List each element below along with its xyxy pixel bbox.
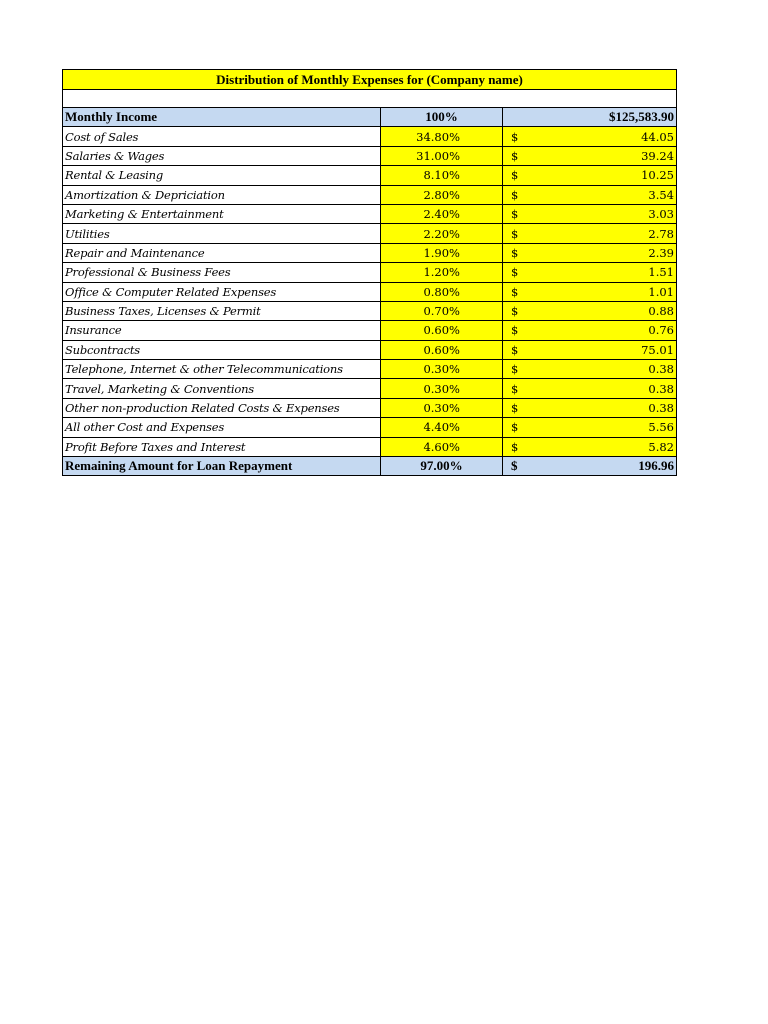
expense-amount: 2.78 bbox=[648, 226, 674, 241]
expense-currency: $ bbox=[511, 207, 519, 222]
expense-amount: 0.38 bbox=[648, 362, 674, 377]
expense-label: Cost of Sales bbox=[63, 127, 381, 146]
expense-amount-cell bbox=[503, 243, 677, 262]
total-amount-cell bbox=[503, 457, 677, 476]
total-label: Remaining Amount for Loan Repayment bbox=[63, 457, 381, 476]
expense-row bbox=[63, 127, 677, 146]
expense-label: Rental & Leasing bbox=[63, 166, 381, 185]
expense-amount-cell bbox=[503, 282, 677, 301]
expense-amount: 0.38 bbox=[648, 401, 674, 416]
expense-amount-cell bbox=[503, 185, 677, 204]
total-row bbox=[63, 457, 677, 476]
expense-amount-cell bbox=[503, 379, 677, 398]
expense-currency: $ bbox=[511, 226, 519, 241]
expense-amount: 3.03 bbox=[648, 207, 674, 222]
expense-label: Repair and Maintenance bbox=[63, 243, 381, 262]
expense-amount: 1.51 bbox=[648, 265, 674, 280]
expense-amount: 0.88 bbox=[648, 304, 674, 319]
expense-amount: 0.76 bbox=[648, 323, 674, 338]
expense-amount-cell bbox=[503, 360, 677, 379]
expense-currency: $ bbox=[511, 381, 519, 396]
expense-amount-cell bbox=[503, 146, 677, 165]
total-amount: 196.96 bbox=[638, 458, 674, 474]
income-percent: 100% bbox=[381, 108, 503, 127]
expense-label: Business Taxes, Licenses & Permit bbox=[63, 301, 381, 320]
expense-amount-cell bbox=[503, 398, 677, 417]
expense-currency: $ bbox=[511, 420, 519, 435]
expense-row bbox=[63, 301, 677, 320]
expense-amount-cell bbox=[503, 340, 677, 359]
income-label: Monthly Income bbox=[63, 108, 381, 127]
expense-percent: 0.60% bbox=[381, 340, 503, 359]
total-percent: 97.00% bbox=[381, 457, 503, 476]
expense-percent: 4.40% bbox=[381, 418, 503, 437]
expense-amount-cell bbox=[503, 437, 677, 456]
expense-percent: 34.80% bbox=[381, 127, 503, 146]
expense-currency: $ bbox=[511, 148, 519, 163]
blank-row bbox=[63, 90, 677, 108]
expense-row bbox=[63, 263, 677, 282]
expense-amount: 5.82 bbox=[648, 439, 674, 454]
expense-amount: 2.39 bbox=[648, 245, 674, 260]
expense-percent: 0.30% bbox=[381, 360, 503, 379]
expense-row bbox=[63, 243, 677, 262]
expense-amount-cell bbox=[503, 224, 677, 243]
expense-currency: $ bbox=[511, 439, 519, 454]
expense-percent: 31.00% bbox=[381, 146, 503, 165]
expense-percent: 1.20% bbox=[381, 263, 503, 282]
expense-row bbox=[63, 340, 677, 359]
expense-amount: 5.56 bbox=[648, 420, 674, 435]
expense-currency: $ bbox=[511, 362, 519, 377]
expense-row bbox=[63, 379, 677, 398]
expense-label: Subcontracts bbox=[63, 340, 381, 359]
expense-amount-cell bbox=[503, 301, 677, 320]
expense-label: Insurance bbox=[63, 321, 381, 340]
expense-row bbox=[63, 282, 677, 301]
expense-amount: 44.05 bbox=[641, 129, 674, 144]
expense-table bbox=[62, 69, 677, 476]
expense-percent: 0.60% bbox=[381, 321, 503, 340]
expense-amount: 39.24 bbox=[641, 148, 674, 163]
expense-percent: 0.30% bbox=[381, 398, 503, 417]
expense-label: Amortization & Depriciation bbox=[63, 185, 381, 204]
expense-percent: 2.40% bbox=[381, 204, 503, 223]
expense-amount-cell bbox=[503, 418, 677, 437]
expense-row bbox=[63, 185, 677, 204]
expense-amount-cell bbox=[503, 127, 677, 146]
expense-amount: 75.01 bbox=[641, 342, 674, 357]
expense-currency: $ bbox=[511, 401, 519, 416]
expense-percent: 0.70% bbox=[381, 301, 503, 320]
title-row bbox=[63, 70, 677, 90]
expense-label: Telephone, Internet & other Telecommunications bbox=[63, 360, 381, 379]
expense-amount: 10.25 bbox=[641, 168, 674, 183]
expense-label: Profit Before Taxes and Interest bbox=[63, 437, 381, 456]
expense-percent: 0.30% bbox=[381, 379, 503, 398]
expense-label: Travel, Marketing & Conventions bbox=[63, 379, 381, 398]
expense-currency: $ bbox=[511, 168, 519, 183]
expense-currency: $ bbox=[511, 265, 519, 280]
expense-label: Marketing & Entertainment bbox=[63, 204, 381, 223]
expense-label: Professional & Business Fees bbox=[63, 263, 381, 282]
expense-currency: $ bbox=[511, 187, 519, 202]
blank-cell bbox=[63, 90, 677, 108]
expense-currency: $ bbox=[511, 245, 519, 260]
expense-row bbox=[63, 146, 677, 165]
expense-amount: 0.38 bbox=[648, 381, 674, 396]
expense-percent: 8.10% bbox=[381, 166, 503, 185]
expense-amount-cell bbox=[503, 263, 677, 282]
expense-currency: $ bbox=[511, 323, 519, 338]
income-amount: $125,583.90 bbox=[503, 108, 677, 127]
expense-row bbox=[63, 166, 677, 185]
expense-currency: $ bbox=[511, 304, 519, 319]
expense-row bbox=[63, 418, 677, 437]
expense-label: Salaries & Wages bbox=[63, 146, 381, 165]
expense-label: Office & Computer Related Expenses bbox=[63, 282, 381, 301]
expense-row bbox=[63, 398, 677, 417]
expense-percent: 2.80% bbox=[381, 185, 503, 204]
sheet-title: Distribution of Monthly Expenses for (Company name) bbox=[63, 70, 677, 90]
expense-currency: $ bbox=[511, 342, 519, 357]
expense-sheet bbox=[62, 69, 676, 476]
expense-percent: 1.90% bbox=[381, 243, 503, 262]
expense-row bbox=[63, 437, 677, 456]
income-row bbox=[63, 108, 677, 127]
expense-label: Other non-production Related Costs & Expenses bbox=[63, 398, 381, 417]
expense-amount: 3.54 bbox=[648, 187, 674, 202]
expense-row bbox=[63, 224, 677, 243]
expense-percent: 0.80% bbox=[381, 282, 503, 301]
expense-row bbox=[63, 360, 677, 379]
expense-row bbox=[63, 321, 677, 340]
expense-row bbox=[63, 204, 677, 223]
expense-amount: 1.01 bbox=[648, 284, 674, 299]
expense-label: Utilities bbox=[63, 224, 381, 243]
expense-amount-cell bbox=[503, 166, 677, 185]
expense-label: All other Cost and Expenses bbox=[63, 418, 381, 437]
expense-amount-cell bbox=[503, 204, 677, 223]
expense-percent: 4.60% bbox=[381, 437, 503, 456]
expense-amount-cell bbox=[503, 321, 677, 340]
expense-currency: $ bbox=[511, 284, 519, 299]
expense-currency: $ bbox=[511, 129, 519, 144]
total-currency: $ bbox=[511, 458, 518, 474]
expense-percent: 2.20% bbox=[381, 224, 503, 243]
